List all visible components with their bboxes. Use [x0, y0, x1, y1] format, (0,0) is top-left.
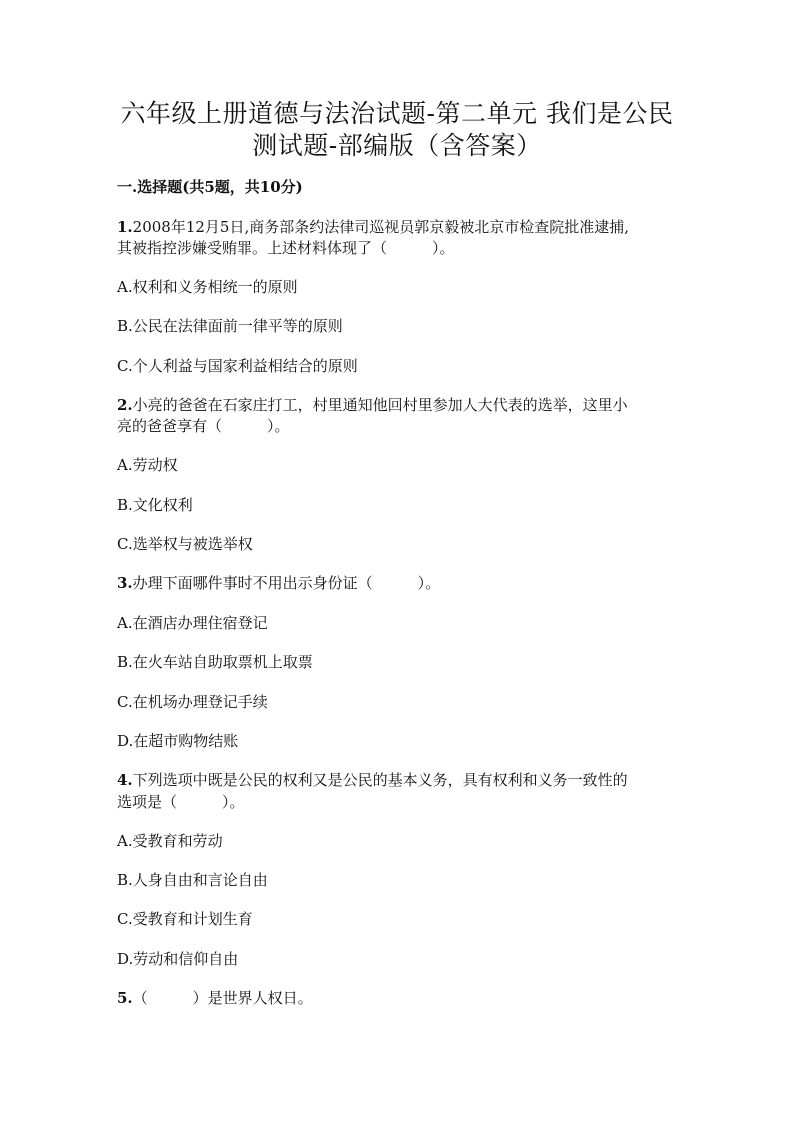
question-text: （ ）是世界人权日。	[132, 989, 313, 1007]
question-2-option-b: B.文化权利	[117, 496, 193, 514]
question-2-stem	[117, 394, 628, 416]
question-4-option-a: A.受教育和劳动	[117, 832, 223, 850]
question-3-option-c: C.在机场办理登记手续	[117, 693, 268, 711]
question-3-option-d: D.在超市购物结账	[117, 732, 239, 750]
question-number: 1.	[117, 218, 133, 236]
question-2-option-c: C.选举权与被选举权	[117, 535, 253, 553]
question-number: 2.	[117, 396, 133, 414]
question-2-option-a: A.劳动权	[117, 456, 178, 474]
question-number: 3.	[117, 574, 133, 592]
question-3-option-a: A.在酒店办理住宿登记	[117, 614, 268, 632]
question-4-stem-cont: 选项是（ ）。	[117, 793, 245, 811]
question-number: 4.	[117, 771, 133, 789]
question-1-option-c: C.个人利益与国家利益相结合的原则	[117, 357, 358, 375]
document-title-line-2: 测试题-部编版（含答案）	[252, 131, 542, 160]
question-4-option-c: C.受教育和计划生育	[117, 910, 253, 928]
section-heading: 一.选择题(共5题，共10分)	[117, 178, 303, 196]
question-3-option-b: B.在火车站自助取票机上取票	[117, 653, 313, 671]
question-text: 小亮的爸爸在石家庄打工，村里通知他回村里参加人大代表的选举，这里小	[132, 396, 628, 414]
question-1-option-a: A.权利和义务相统一的原则	[117, 278, 298, 296]
document-title-line-1: 六年级上册道德与法治试题-第二单元 我们是公民	[120, 99, 674, 128]
question-text: 办理下面哪件事时不用出示身份证（ ）。	[132, 574, 441, 592]
question-3-stem	[117, 572, 440, 594]
question-2-stem-cont: 亮的爸爸享有（ ）。	[117, 417, 290, 435]
question-text: 下列选项中既是公民的权利又是公民的基本义务，具有权利和义务一致性的	[132, 771, 628, 789]
question-text: 2008年12月5日,商务部条约法律司巡视员郭京毅被北京市检查院批准逮捕,	[132, 218, 630, 236]
question-4-option-b: B.人身自由和言论自由	[117, 871, 268, 889]
question-4-stem	[117, 769, 628, 791]
question-number: 5.	[117, 989, 133, 1007]
question-1-stem-cont: 其被指控涉嫌受贿罪。上述材料体现了（ ）。	[117, 239, 455, 257]
question-5-stem	[117, 987, 313, 1009]
question-1-option-b: B.公民在法律面前一律平等的原则	[117, 317, 343, 335]
question-1-stem	[117, 216, 629, 238]
question-4-option-d: D.劳动和信仰自由	[117, 950, 239, 968]
